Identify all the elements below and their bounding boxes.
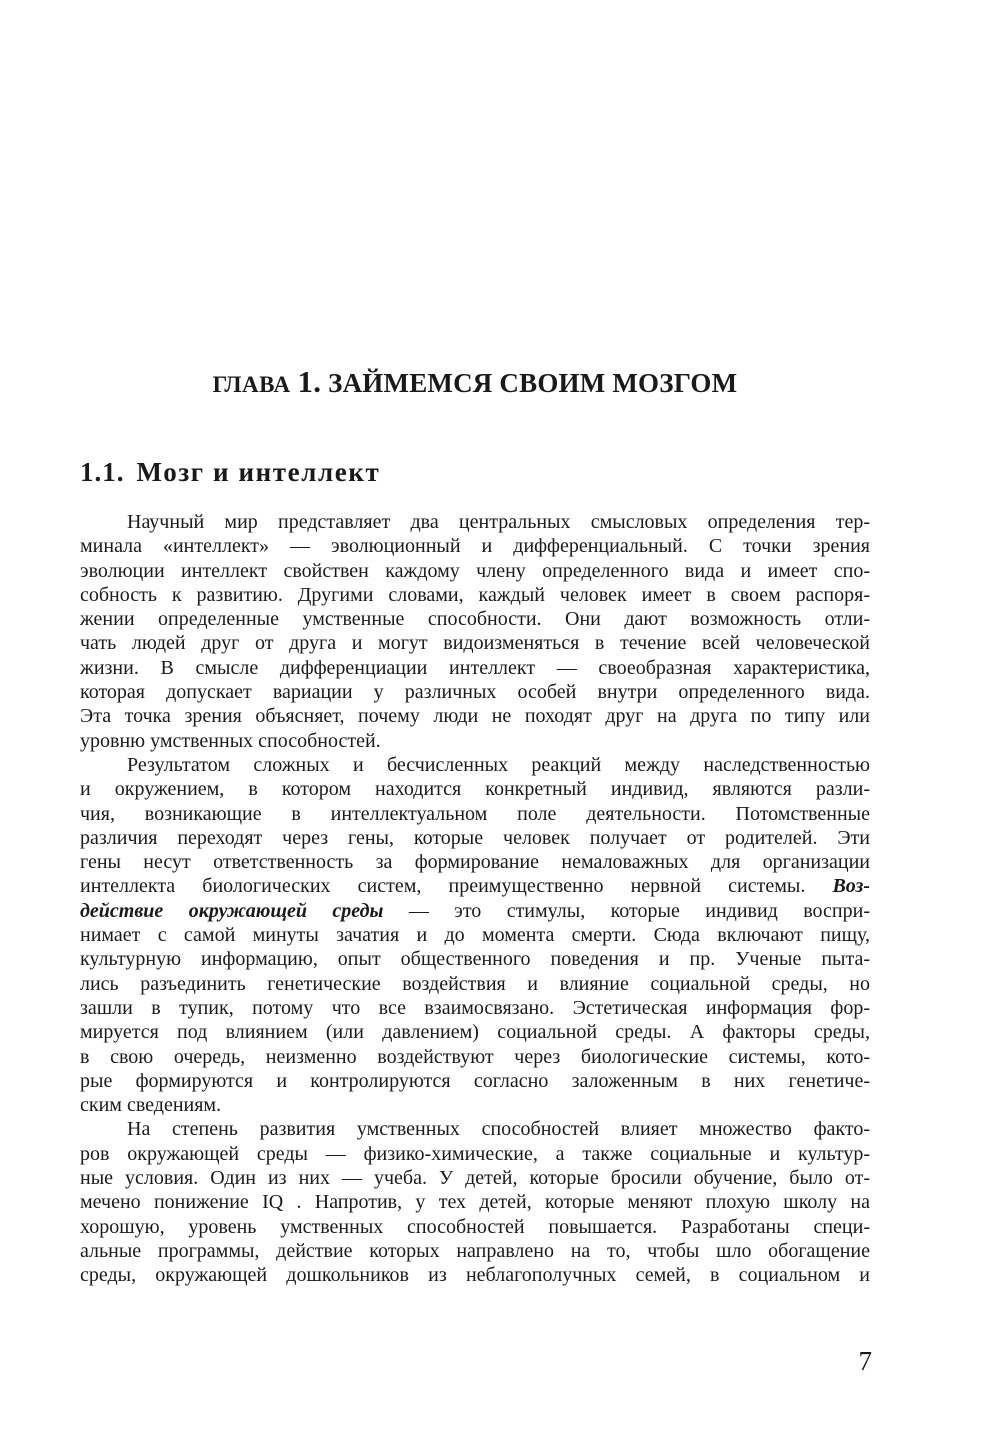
text-line: культурную информацию, опыт общественного поведения и пр. Ученые пыта- xyxy=(80,948,870,971)
text-line: Эта точка зрения объясняет, почему люди не походят друг на друга по типу или xyxy=(80,705,870,728)
text-line: среды, окружающей дошкольников из неблагополучных семей, в социальном и xyxy=(80,1264,870,1287)
text-line: уровню умственных способностей. xyxy=(80,729,381,752)
text-line: жении определенные умственные способности. Они дают возможность отли- xyxy=(80,608,870,631)
text-line: мечено понижение IQ . Напротив, у тех детей, которые меняют плохую школу на xyxy=(80,1191,870,1214)
text-line: альные программы, действие которых направлено на то, чтобы шло обогащение xyxy=(80,1239,870,1262)
text-line: собность к развитию. Другими словами, каждый человек имеет в своем распоря- xyxy=(80,583,870,606)
body-text xyxy=(80,510,870,1288)
section-number: 1.1. xyxy=(80,457,125,487)
text-line: зашли в тупик, потому что все взаимосвязано. Эстетическая информация фор- xyxy=(80,996,870,1019)
paragraph xyxy=(80,1117,870,1287)
chapter-prefix: ГЛАВА xyxy=(212,372,291,397)
text-line: гены несут ответственность за формирование немаловажных для организации xyxy=(80,851,870,874)
text-line: жизни. В смысле дифференциации интеллект — своеобразная характеристика, xyxy=(80,656,870,679)
text-line: которая допускает вариации у различных особей внутри определенного вида. xyxy=(80,681,870,704)
chapter-title-text: ЗАЙМЕМСЯ СВОИМ МОЗГОМ xyxy=(328,368,738,398)
text-span: интеллекта биологических систем, преимущественно нервной системы. xyxy=(80,875,833,898)
text-line: Научный мир представляет два центральных смысловых определения тер- xyxy=(127,511,870,533)
text-line: лись разъединить генетические воздействия и влияние социальной среды, но xyxy=(80,972,870,995)
text-line xyxy=(80,899,870,923)
text-line: эволюции интеллект свойствен каждому члену определенного вида и имеет спо- xyxy=(80,559,870,582)
chapter-title xyxy=(80,362,870,405)
emphasis-text: Воз- xyxy=(832,875,870,898)
text-line: На степень развития умственных способностей влияет множество факто- xyxy=(127,1118,870,1141)
text-line: хорошую, уровень умственных способностей повышается. Разработаны специ- xyxy=(80,1215,870,1238)
text-line: ров окружающей среды — физико-химические, а также социальные и культур- xyxy=(80,1142,870,1165)
text-line: нимает с самой минуты зачатия и до момента смерти. Сюда включают пищу, xyxy=(80,924,870,947)
text-line: различия переходят через гены, которые человек получает от родителей. Эти xyxy=(80,826,870,849)
text-line: чия, возникающие в интеллектуальном поле деятельности. Потомственные xyxy=(80,802,870,825)
paragraph xyxy=(80,510,870,753)
text-line: чать людей друг от друга и могут видоизменяться в течение всей человеческой xyxy=(80,632,870,655)
text-line: ским сведениям. xyxy=(80,1094,222,1117)
text-line: мируется под влиянием (или давлением) социальной среды. А факторы среды, xyxy=(80,1021,870,1044)
text-line xyxy=(80,874,870,898)
section-title-text: Мозг и интеллект xyxy=(136,457,381,487)
emphasis-text: действие окружающей среды xyxy=(80,899,384,922)
text-line: Результатом сложных и бесчисленных реакций между наследственностью xyxy=(127,753,870,776)
text-line: ные условия. Один из них — учеба. У детей, которые бросили обучение, было от- xyxy=(80,1167,870,1190)
text-line: рые формируются и контролируются согласно заложенным в них генетиче- xyxy=(80,1069,870,1092)
text-line: в свою очередь, неизменно воздействуют через биологические системы, кото- xyxy=(80,1045,870,1068)
text-span: — это стимулы, которые индивид воспри- xyxy=(383,899,870,922)
text-line: и окружением, в котором находится конкретный индивид, являются разли- xyxy=(80,778,870,801)
paragraph xyxy=(80,753,870,1117)
section-title xyxy=(80,452,380,492)
text-line: минала «интеллект» — эволюционный и дифференциальный. С точки зрения xyxy=(80,535,870,558)
page-number: 7 xyxy=(858,1346,872,1376)
chapter-number: 1. xyxy=(297,364,322,399)
